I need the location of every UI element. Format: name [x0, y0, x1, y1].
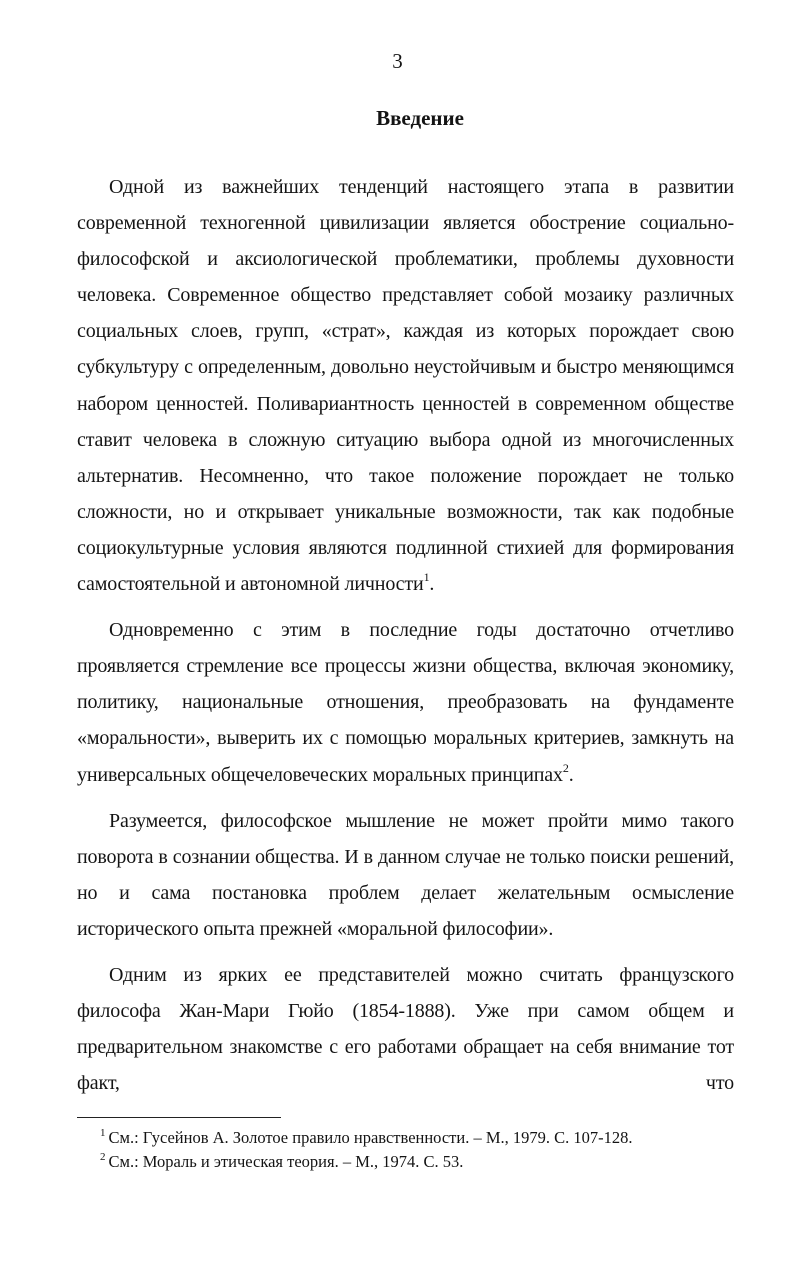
section-heading: Введение: [376, 106, 464, 130]
footnote-2-mark: 2: [100, 1151, 106, 1163]
footnote-divider: [77, 1117, 281, 1118]
body-text: [77, 169, 734, 1111]
paragraph-2-text: Одновременно с этим в последние годы достаточно отчетливо проявляется стремление все процессы жизни общества, включая экономику, политику, национальные отношения, преобразовать на фундаменте «моральности», выверить их с помощью моральных критериев, замкнуть на универсальных общечеловеческих моральных принципах: [77, 619, 734, 786]
paragraph-2: [77, 612, 734, 792]
paragraph-3: [77, 803, 734, 947]
paragraph-4: [77, 957, 734, 1101]
paragraph-3-text: Разумеется, философское мышление не может пройти мимо такого поворота в сознании общества. И в данном случае не только поиски решений, но и сама постановка проблем делает желательным осмысление исторического опыта прежней «моральной философии».: [77, 809, 734, 940]
paragraph-1: [77, 169, 734, 602]
footnote-1-mark: 1: [100, 1127, 106, 1139]
page-number: 3: [392, 49, 403, 73]
footnote-ref-1: 1: [423, 570, 430, 585]
footnote-2: [100, 1150, 740, 1174]
footnote-1: [100, 1126, 740, 1150]
footnote-ref-2: 2: [562, 760, 569, 775]
paragraph-1-text: Одной из важнейших тенденций настоящего этапа в развитии современной техногенной цивилизации является обострение социально-философской и аксиологической проблематики, проблемы духовности человека. Современное общество представляет собой мозаику различных социальных слоев, групп, «страт», каждая из которых порождает свою субкультуру с определенным, довольно неустойчивым и быстро меняющимся набором ценностей. Поливариантность ценностей в современном обществе ставит человека в сложную ситуацию выбора одной из многочисленных альтернатив. Несомненно, что такое положение порождает не только сложности, но и открывает уникальные возможности, так как подобные социокультурные условия являются подлинной стихией для формирования самостоятельной и автономной личности: [77, 176, 734, 596]
footnote-1-text: См.: Гусейнов А. Золотое правило нравственности. – М., 1979. С. 107-128.: [108, 1128, 633, 1147]
footnote-2-text: См.: Мораль и этическая теория. – М., 1974. С. 53.: [108, 1152, 464, 1171]
paragraph-1-tail: .: [429, 573, 435, 596]
footnotes: [100, 1126, 740, 1174]
paragraph-2-tail: .: [568, 763, 574, 786]
paragraph-4-text: Одним из ярких ее представителей можно считать французского философа Жан-Мари Гюйо (1854-1888). Уже при самом общем и предварительном знакомстве с его работами обращает на себя внимание тот факт, что: [77, 963, 734, 1095]
